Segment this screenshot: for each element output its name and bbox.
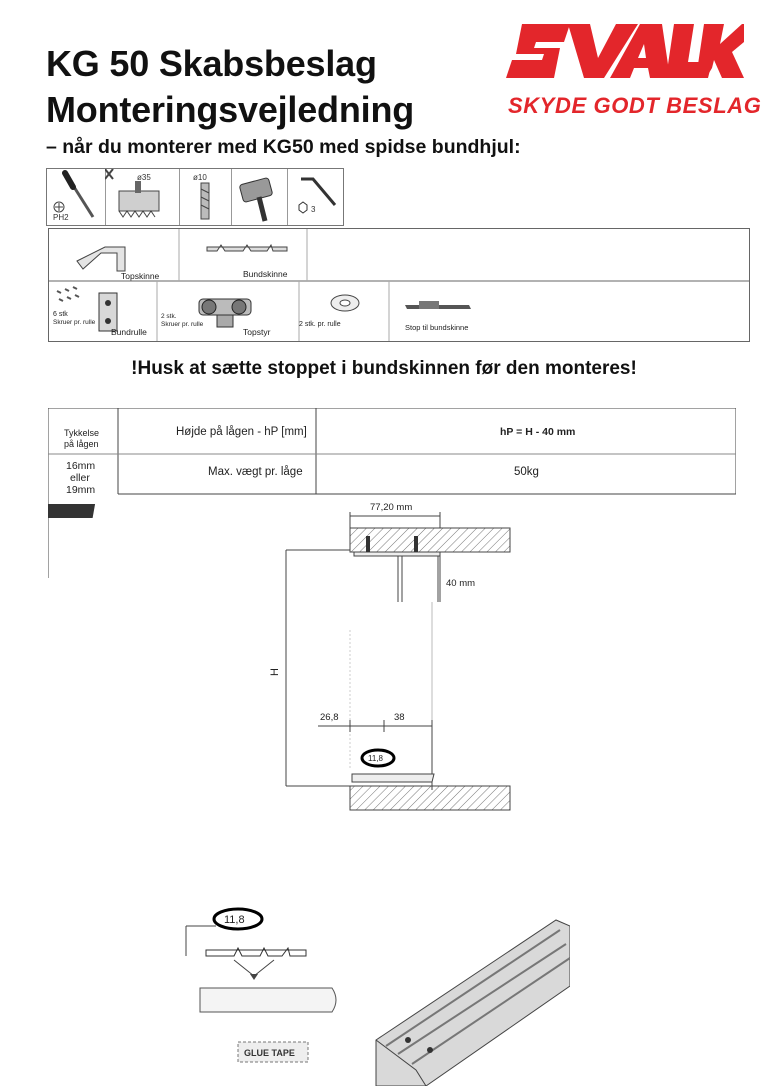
topskinne-icon bbox=[77, 247, 125, 271]
phillips-size: PH2 bbox=[53, 213, 69, 222]
top-board bbox=[350, 528, 510, 552]
bottom-board bbox=[350, 786, 510, 810]
part-label-topstyr: Topstyr bbox=[243, 327, 271, 337]
part-qty-bundrulle: 6 stk bbox=[53, 311, 68, 318]
glue-tape-label: GLUE TAPE bbox=[244, 1048, 295, 1058]
detail-illustration bbox=[176, 900, 570, 1086]
installation-diagram bbox=[260, 490, 530, 830]
washer-icon bbox=[331, 295, 359, 311]
hex-key-icon bbox=[299, 179, 335, 213]
thickness-value-2: eller bbox=[70, 472, 90, 484]
bundrulle-icon bbox=[99, 293, 117, 331]
tools-strip bbox=[46, 168, 344, 226]
mallet-icon bbox=[239, 177, 273, 221]
tool-drill bbox=[179, 169, 232, 225]
part-screws-bundrulle: Skruer pr. rulle bbox=[53, 319, 96, 326]
bottom-rail-profile bbox=[352, 774, 434, 782]
circle-value: 11,8 bbox=[368, 754, 383, 763]
rail-profile bbox=[206, 948, 306, 956]
top-screw-icon bbox=[366, 536, 370, 552]
part-qty-topstyr: 2 stk. bbox=[161, 313, 177, 320]
hex-key-size: 3 bbox=[311, 205, 316, 214]
drill-size: ø10 bbox=[193, 173, 207, 182]
hole-saw-size: ø35 bbox=[137, 173, 151, 182]
logo-letter-s bbox=[506, 24, 570, 78]
stop-icon bbox=[405, 301, 471, 309]
page-title: KG 50 Skabsbeslag bbox=[46, 43, 377, 84]
page-title-line2: Monteringsvejledning bbox=[46, 89, 415, 130]
drill-bit-icon bbox=[201, 183, 209, 219]
part-label-stop: Stop til bundskinne bbox=[405, 323, 469, 332]
part-screws-topstyr: Skruer pr. rulle bbox=[161, 321, 204, 328]
dim-a-label: 26,8 bbox=[320, 712, 339, 723]
dim-b-label: 38 bbox=[394, 712, 405, 723]
wrench-icon bbox=[105, 169, 113, 179]
detail-circle-value: 11,8 bbox=[224, 914, 245, 926]
part-label-topskinne: Topskinne bbox=[121, 271, 160, 281]
door-panel-icon bbox=[48, 504, 95, 518]
page-subtitle: – når du monterer med KG50 med spidse bundhjul: bbox=[46, 136, 521, 158]
part-label-bundrulle: Bundrulle bbox=[111, 327, 147, 337]
rail-3d-icon bbox=[376, 920, 570, 1086]
bundskinne-icon bbox=[207, 245, 287, 251]
top-rail-profile bbox=[354, 552, 440, 556]
screws-icon bbox=[57, 287, 79, 301]
tool-hex-key bbox=[287, 169, 343, 225]
thickness-value-1: 16mm bbox=[66, 460, 96, 472]
part-qty-washer: 2 stk. pr. rulle bbox=[299, 321, 341, 328]
part-label-bundskinne: Bundskinne bbox=[243, 269, 288, 279]
tool-mallet bbox=[231, 169, 288, 225]
logo-tagline: SKYDE GODT BESLAG bbox=[508, 93, 762, 118]
spec-row-label: Højde på lågen - hP [mm] bbox=[176, 426, 307, 438]
phillips-icon bbox=[54, 202, 64, 212]
tool-screwdriver bbox=[47, 169, 106, 225]
top-screw-icon bbox=[414, 536, 418, 552]
thickness-label-2: på lågen bbox=[64, 439, 99, 449]
logo-letter-k bbox=[696, 24, 744, 78]
arrow-icon bbox=[250, 974, 258, 980]
height-label: H bbox=[269, 668, 281, 676]
thickness-label-1: Tykkelse bbox=[64, 428, 100, 438]
thickness-value-3: 19mm bbox=[66, 484, 96, 496]
tool-hole-saw bbox=[105, 169, 180, 225]
board-edge bbox=[200, 988, 336, 1012]
top-width-label: 77,20 mm bbox=[370, 502, 413, 513]
spec-row-value: hP = H - 40 mm bbox=[500, 426, 576, 438]
screwdriver-icon bbox=[65, 173, 93, 217]
spec-row-label: Max. vægt pr. låge bbox=[208, 466, 303, 478]
hole-saw-icon bbox=[119, 181, 159, 217]
drop-label: 40 mm bbox=[446, 578, 476, 589]
spec-row-value: 50kg bbox=[514, 466, 539, 478]
parts-table bbox=[48, 228, 750, 342]
topstyr-icon bbox=[199, 299, 251, 327]
reminder-text: !Husk at sætte stoppet i bundskinnen før den monteres! bbox=[131, 358, 637, 379]
